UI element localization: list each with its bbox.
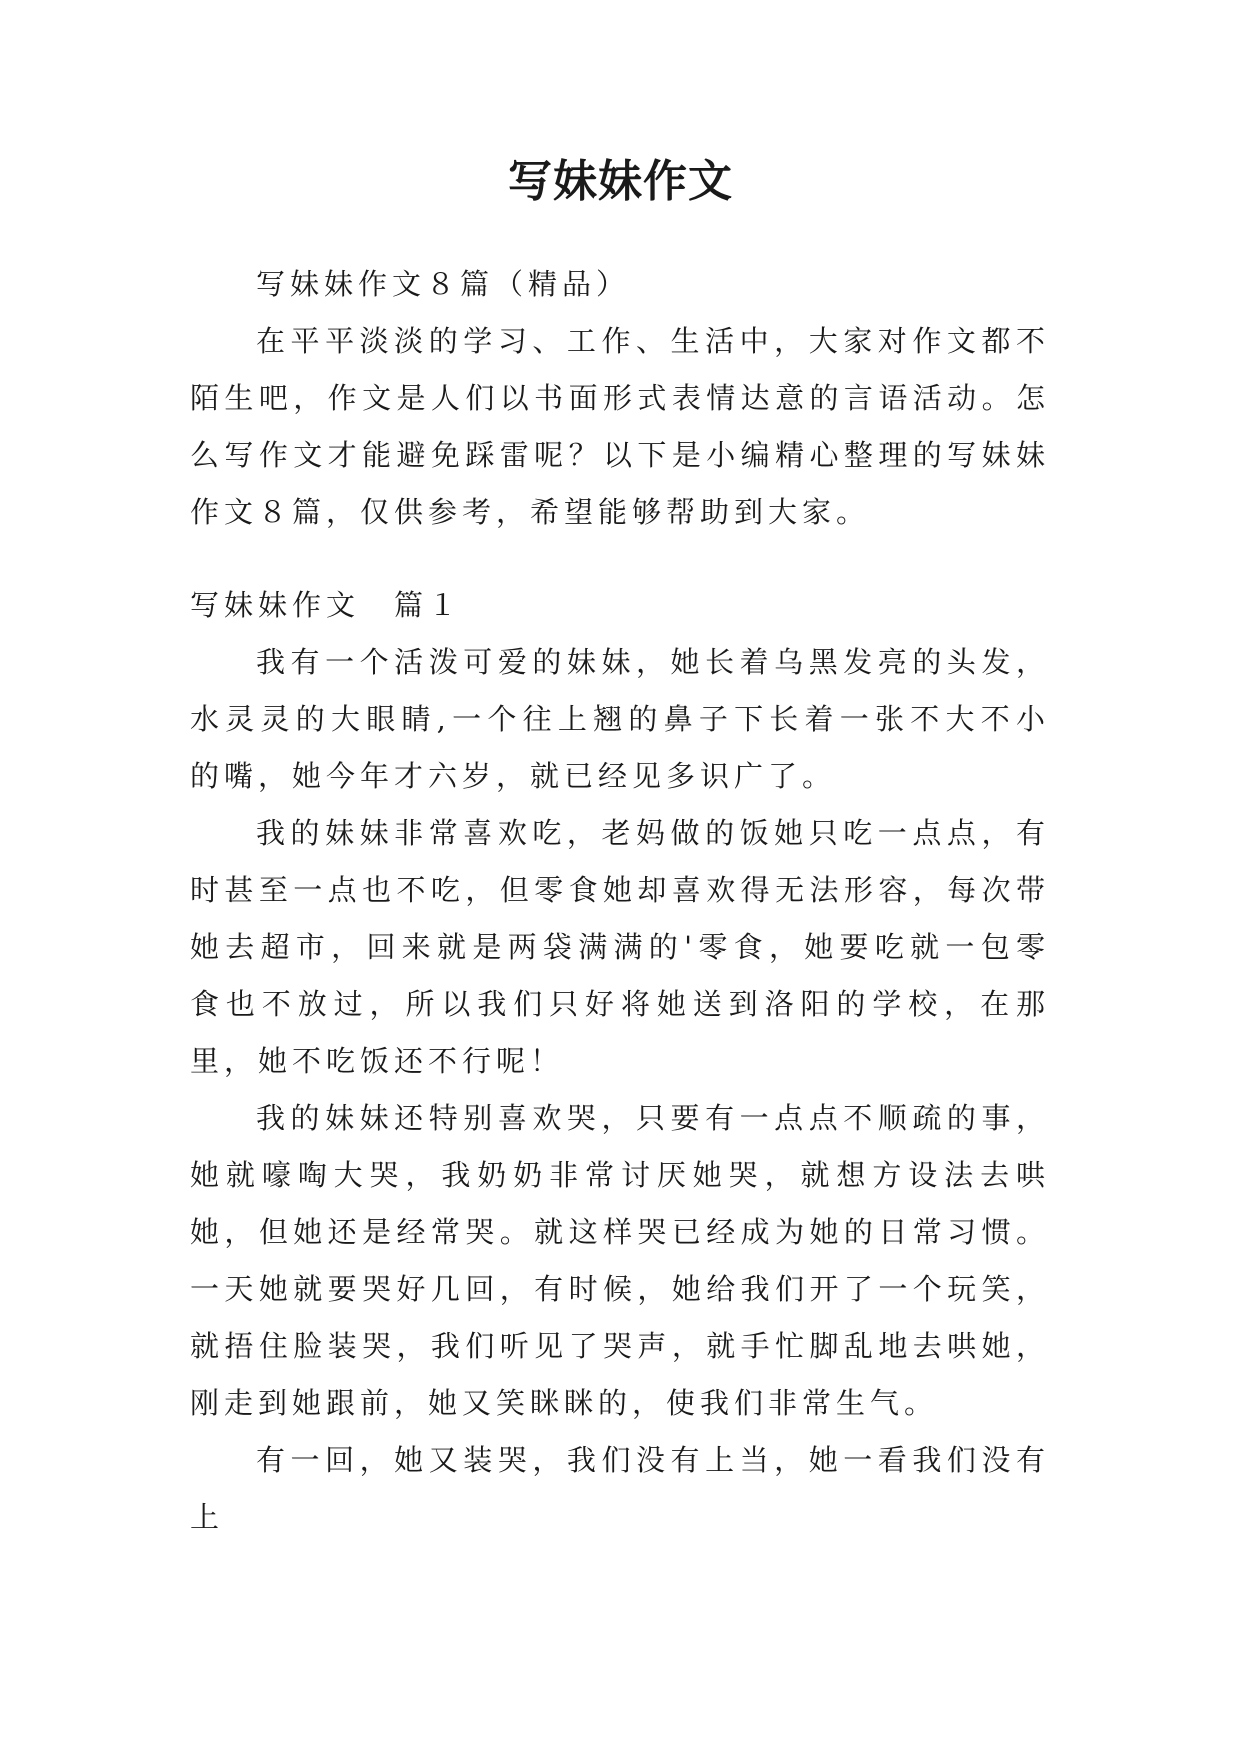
body-paragraph: 我的妹妹还特别喜欢哭，只要有一点点不顺疏的事，她就嚎啕大哭，我奶奶非常讨厌她哭，就想方设法去哄她，但她还是经常哭。就这样哭已经成为她的日常习惯。一天她就要哭好几回，有时候，她给我们开了一个玩笑，就捂住脸装哭，我们听见了哭声，就手忙脚乱地去哄她，刚走到她跟前，她又笑眯眯的，使我们非常生气。 xyxy=(190,1101,1050,1420)
section-title: 写妹妹作文 篇１ xyxy=(190,588,463,622)
document-subtitle: 写妹妹作文８篇（精品） xyxy=(256,267,631,301)
document-title: 写妹妹作文 xyxy=(508,156,733,207)
body-paragraph: 我有一个活泼可爱的妹妹，她长着乌黑发亮的头发，水灵灵的大眼睛,一个往上翘的鼻子下长着一张不大不小的嘴，她今年才六岁，就已经见多识广了。 xyxy=(190,645,1050,793)
document-body xyxy=(190,256,1050,1546)
body-paragraph: 有一回，她又装哭，我们没有上当，她一看我们没有上 xyxy=(190,1443,1050,1534)
intro-paragraph: 在平平淡淡的学习、工作、生活中，大家对作文都不陌生吧，作文是人们以书面形式表情达意的言语活动。怎么写作文才能避免踩雷呢？以下是小编精心整理的写妹妹作文８篇，仅供参考，希望能够帮助到大家。 xyxy=(190,324,1050,529)
body-paragraph: 我的妹妹非常喜欢吃，老妈做的饭她只吃一点点，有时甚至一点也不吃，但零食她却喜欢得无法形容，每次带她去超市，回来就是两袋满满的'零食，她要吃就一包零食也不放过，所以我们只好将她送到洛阳的学校，在那里，她不吃饭还不行呢！ xyxy=(190,816,1050,1078)
